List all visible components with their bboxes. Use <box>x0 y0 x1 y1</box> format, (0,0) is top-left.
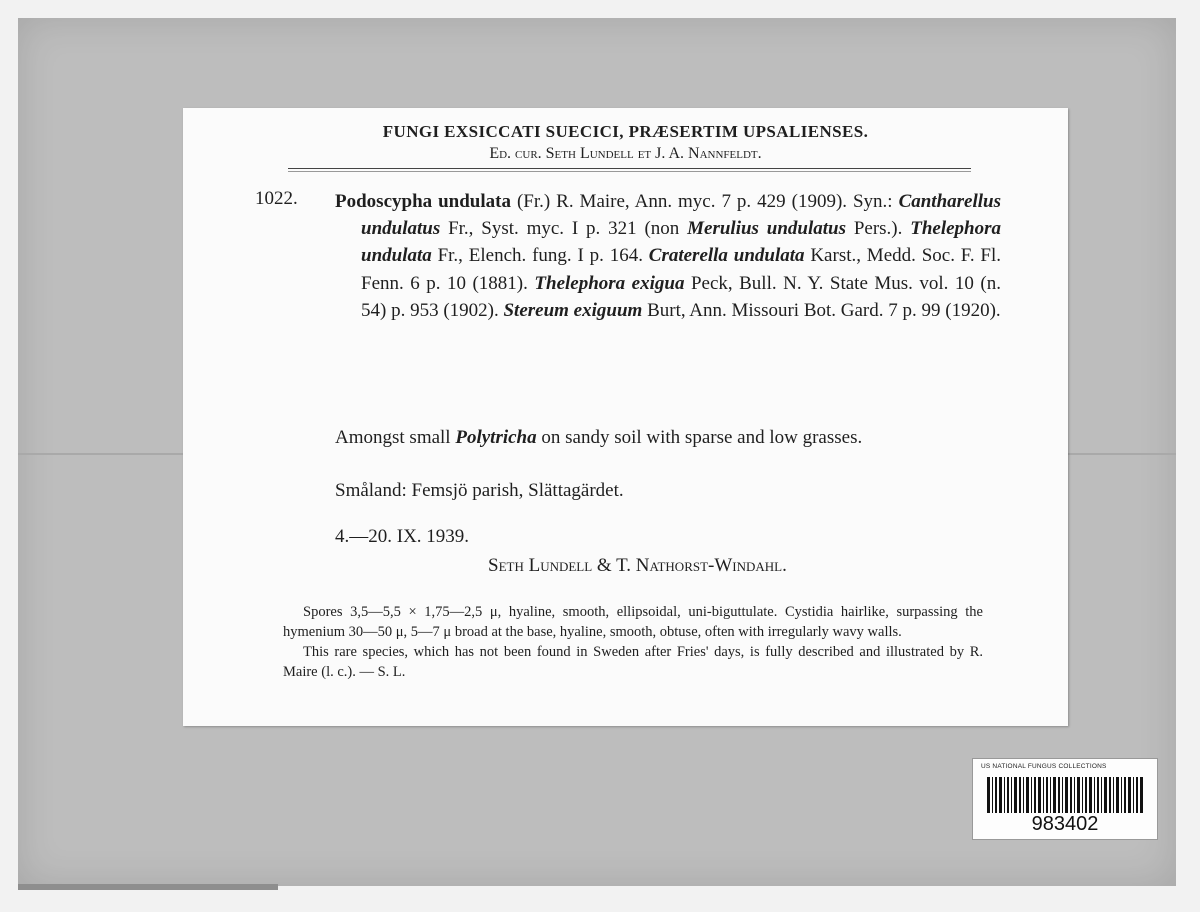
citation-text: Karst., Medd. Soc. F. Fl. Fenn. 6 p. 10 (1881). <box>361 245 1001 294</box>
header-rule <box>288 168 971 169</box>
barcode-caption: US NATIONAL FUNGUS COLLECTIONS <box>981 763 1107 770</box>
synonym-name: Craterella undulata <box>648 245 805 267</box>
species-name: Podoscypha undulata <box>335 191 511 212</box>
synonym-name: Merulius undulatus <box>687 218 846 240</box>
citation-text: Burt, Ann. Missouri Bot. Gard. 7 p. 99 (1920). <box>642 299 1001 321</box>
barcode-label <box>972 758 1158 840</box>
barcode-icon <box>987 777 1143 813</box>
citation-text: Fr., Elench. fung. I p. 164. <box>431 245 649 267</box>
citation-text: Peck, Bull. N. Y. State Mus. vol. 10 (n. 54) p. 953 (1902). <box>361 272 1002 321</box>
citation-text: Pers.). <box>846 218 911 240</box>
barcode-number: 983402 <box>1031 813 1099 835</box>
citation-text: (Fr.) R. Maire, Ann. myc. 7 p. 429 (1909). Syn.: <box>510 191 899 212</box>
notes-text: Spores 3,5—5,5 × 1,75—2,5 μ, hyaline, smooth, ellipsoidal, uni-biguttulate. Cystidia hairlike, surpassing the hymenium 30—50 μ, 5—7 μ broad at the base, hyaline, smooth, obtuse, often with irregularly wavy walls. <box>283 604 983 640</box>
specimen-label <box>183 108 1068 726</box>
notes-paragraph <box>283 602 983 642</box>
synonym-name: Thelephora undulata <box>361 218 1002 267</box>
exsiccata-number: 1022. <box>255 188 298 209</box>
description-notes <box>283 602 983 682</box>
header-rule-secondary <box>288 171 971 172</box>
label-title: FUNGI EXSICCATI SUECICI, PRÆSERTIM UPSALIENSES. <box>382 122 869 141</box>
locality-text: Småland: Femsjö parish, Slättagärdet. <box>335 480 624 501</box>
habitat-text <box>335 424 1001 451</box>
citation-text: Fr., Syst. myc. I p. 321 (non <box>440 218 688 240</box>
notes-paragraph <box>283 642 983 682</box>
habitat-part: on sandy soil with sparse and low grasses. <box>536 427 863 448</box>
synonym-name: Thelephora exigua <box>534 272 685 294</box>
collectors-names: Seth Lundell & T. Nathorst-Windahl. <box>488 555 787 576</box>
habitat-part: Amongst small <box>335 427 456 448</box>
synonym-name: Cantharellus undulatus <box>361 191 1001 240</box>
label-editors: Ed. cur. Seth Lundell et J. A. Nannfeldt. <box>489 145 762 162</box>
habitat-genus: Polytricha <box>455 427 537 448</box>
collection-date: 4.—20. IX. 1939. <box>335 526 470 547</box>
synonym-name: Stereum exiguum <box>503 299 643 321</box>
taxonomic-citation <box>335 188 1001 324</box>
notes-text: This rare species, which has not been found in Sweden after Fries' days, is fully described and illustrated by R. Maire (l. c.). — S. L. <box>283 644 983 680</box>
sheet-edge-shadow <box>18 884 278 890</box>
